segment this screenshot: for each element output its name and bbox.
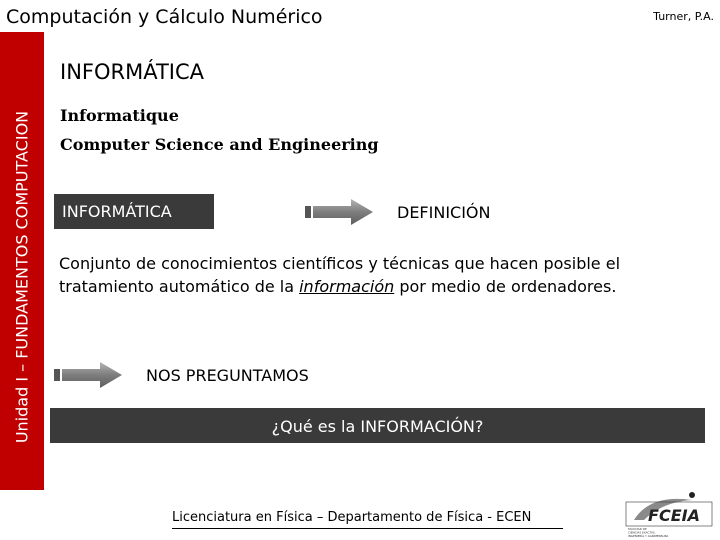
term-box (54, 194, 214, 229)
unit-sidebar (0, 32, 44, 490)
course-title: Computación y Cálculo Numérico (6, 6, 323, 28)
definition-text-end: por medio de ordenadores. (394, 277, 617, 296)
unit-label: Unidad I – FUNDAMENTOS COMPUTACION (12, 110, 32, 444)
logo-caption-1: FACULTAD DE (628, 527, 647, 531)
definition-text-start: Conjunto de conocimientos científicos y técnicas que hacen posible el tratamiento automático de la (59, 254, 621, 296)
right-arrow-icon (54, 362, 122, 388)
information-emphasis: información (299, 277, 395, 296)
slide-heading: INFORMÁTICA (60, 60, 205, 84)
logo-caption-3: INGENIERÍA Y AGRIMENSURA (628, 534, 669, 538)
logo-caption-2: CIENCIAS EXACTAS, (628, 530, 656, 535)
footer-underline (172, 528, 563, 529)
logo-wordmark: FCEIA (648, 506, 700, 525)
footer-text: Licenciatura en Física – Departamento de Física - ECEN (172, 510, 532, 525)
english-translation: Computer Science and Engineering (60, 135, 379, 154)
author-name: Turner, P.A. (653, 10, 714, 23)
definition-text (59, 252, 674, 298)
term-box-label: INFORMÁTICA (62, 202, 172, 221)
question-label: NOS PREGUNTAMOS (146, 366, 309, 385)
fceia-logo (622, 490, 716, 538)
french-translation: Informatique (60, 106, 179, 125)
question-text: ¿Qué es la INFORMACIÓN? (271, 417, 484, 436)
right-arrow-icon (305, 199, 373, 225)
question-bar (50, 408, 705, 443)
definition-label: DEFINICIÓN (397, 203, 491, 222)
